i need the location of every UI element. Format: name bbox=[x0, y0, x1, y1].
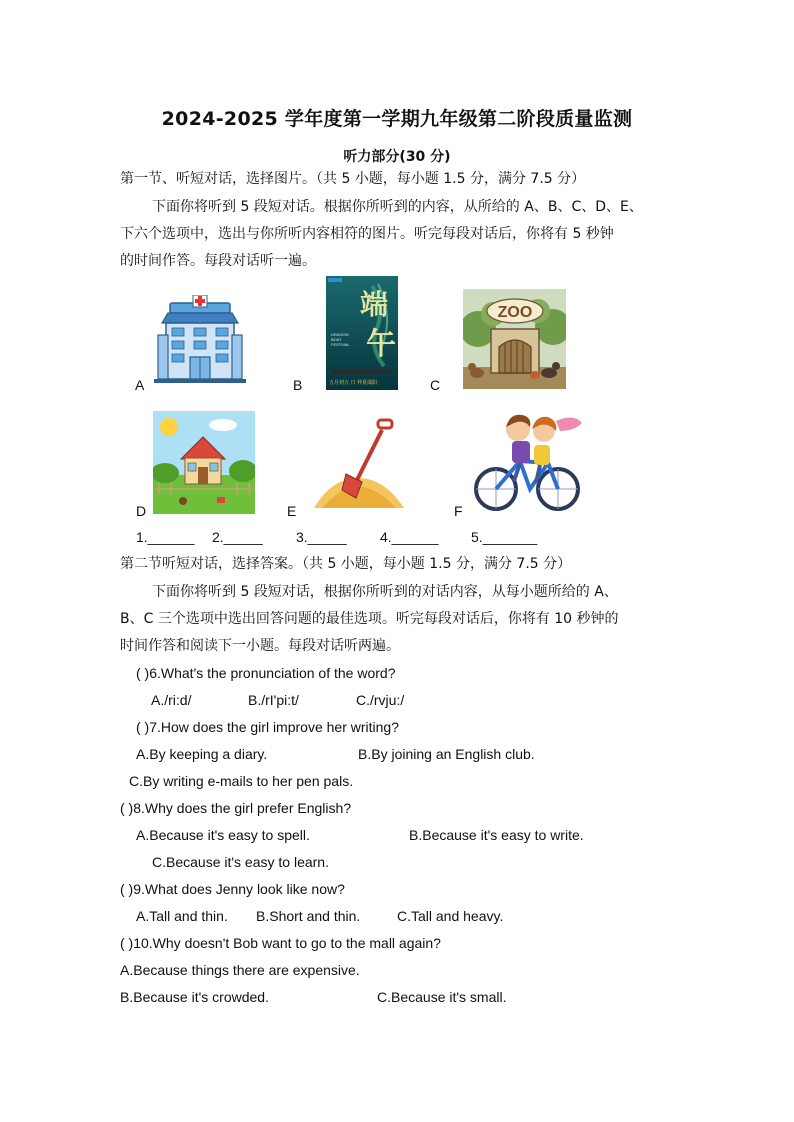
answer-blank[interactable]: 1.______ bbox=[136, 529, 195, 545]
question-8-option-b[interactable]: B.Because it's easy to write. bbox=[409, 827, 584, 843]
question-10-option-c[interactable]: C.Because it's small. bbox=[377, 989, 507, 1005]
section2-instruction-line: 时间作答和阅读下一小题。每段对话听两遍。 bbox=[120, 638, 400, 654]
poster-char: 端 bbox=[360, 288, 389, 321]
question-9: ( )9.What does Jenny look like now? bbox=[120, 881, 345, 897]
option-label-b: B bbox=[293, 377, 303, 393]
question-7-option-b[interactable]: B.By joining an English club. bbox=[358, 746, 535, 762]
poster-text: 五月初五 日 仲夏端阳 bbox=[329, 380, 378, 386]
question-9-option-b[interactable]: B.Short and thin. bbox=[256, 908, 361, 924]
question-7-option-a[interactable]: A.By keeping a diary. bbox=[136, 746, 268, 762]
option-label-d: D bbox=[136, 503, 147, 519]
poster-text: FESTIVAL bbox=[331, 342, 350, 347]
kids-on-bicycle-icon bbox=[470, 401, 588, 515]
section1-instruction-line: 的时间作答。每段对话听一遍。 bbox=[120, 253, 316, 269]
question-6-option-b[interactable]: B./rI'pi:t/ bbox=[248, 692, 299, 708]
question-6: ( )6.What's the pronunciation of the word? bbox=[136, 665, 396, 681]
answer-blank[interactable]: 4.______ bbox=[380, 529, 439, 545]
question-8-option-a[interactable]: A.Because it's easy to spell. bbox=[136, 827, 310, 843]
hospital-icon bbox=[150, 295, 250, 385]
option-label-f: F bbox=[454, 503, 463, 519]
option-label-e: E bbox=[287, 503, 297, 519]
question-7: ( )7.How does the girl improve her writing? bbox=[136, 719, 399, 735]
poster-text: BOAT bbox=[331, 337, 342, 342]
shovel-in-sand-icon bbox=[312, 416, 406, 514]
question-6-option-c[interactable]: C./rvju:/ bbox=[356, 692, 405, 708]
section1-heading: 第一节、听短对话，选择图片。（共 5 小题，每小题 1.5 分，满分 7.5 分） bbox=[120, 171, 586, 187]
option-label-c: C bbox=[430, 377, 441, 393]
section2-instruction-line: B、C 三个选项中选出回答问题的最佳选项。听完每段对话后，你将有 10 秒钟的 bbox=[120, 611, 619, 627]
answer-blank[interactable]: 5._______ bbox=[471, 529, 538, 545]
zoo-sign: ZOO bbox=[497, 304, 533, 321]
question-9-option-a[interactable]: A.Tall and thin. bbox=[136, 908, 228, 924]
poster-char: 午 bbox=[366, 327, 396, 362]
countryside-house-icon bbox=[153, 411, 255, 514]
zoo-gate-icon bbox=[463, 289, 566, 389]
answer-blank[interactable]: 3._____ bbox=[296, 529, 347, 545]
question-10: ( )10.Why doesn't Bob want to go to the mall again? bbox=[120, 935, 441, 951]
section1-instruction-line: 下六个选项中，选出与你所听内容相符的图片。听完每段对话后，你将有 5 秒钟 bbox=[120, 226, 614, 242]
page-subtitle: 听力部分(30 分) bbox=[343, 149, 451, 165]
answer-blank[interactable]: 2._____ bbox=[212, 529, 263, 545]
dragon-boat-festival-poster-icon bbox=[326, 276, 398, 390]
section2-instruction-line: 下面你将听到 5 段短对话，根据你所听到的对话内容，从每小题所给的 A、 bbox=[152, 584, 618, 600]
question-9-option-c[interactable]: C.Tall and heavy. bbox=[397, 908, 504, 924]
section2-heading: 第二节听短对话，选择答案。（共 5 小题，每小题 1.5 分，满分 7.5 分） bbox=[120, 556, 572, 572]
section1-instruction-line: 下面你将听到 5 段短对话。根据你所听到的内容，从所给的 A、B、C、D、E、 bbox=[152, 199, 643, 215]
option-label-a: A bbox=[135, 377, 145, 393]
question-8: ( )8.Why does the girl prefer English? bbox=[120, 800, 352, 816]
question-6-option-a[interactable]: A./ri:d/ bbox=[151, 692, 192, 708]
question-8-option-c[interactable]: C.Because it's easy to learn. bbox=[152, 854, 329, 870]
page-title: 2024-2025 学年度第一学期九年级第二阶段质量监测 bbox=[161, 108, 633, 130]
question-10-option-b[interactable]: B.Because it's crowded. bbox=[120, 989, 269, 1005]
poster-text: DRAGON bbox=[331, 332, 349, 337]
question-10-option-a[interactable]: A.Because things there are expensive. bbox=[120, 962, 360, 978]
question-7-option-c[interactable]: C.By writing e-mails to her pen pals. bbox=[129, 773, 354, 789]
